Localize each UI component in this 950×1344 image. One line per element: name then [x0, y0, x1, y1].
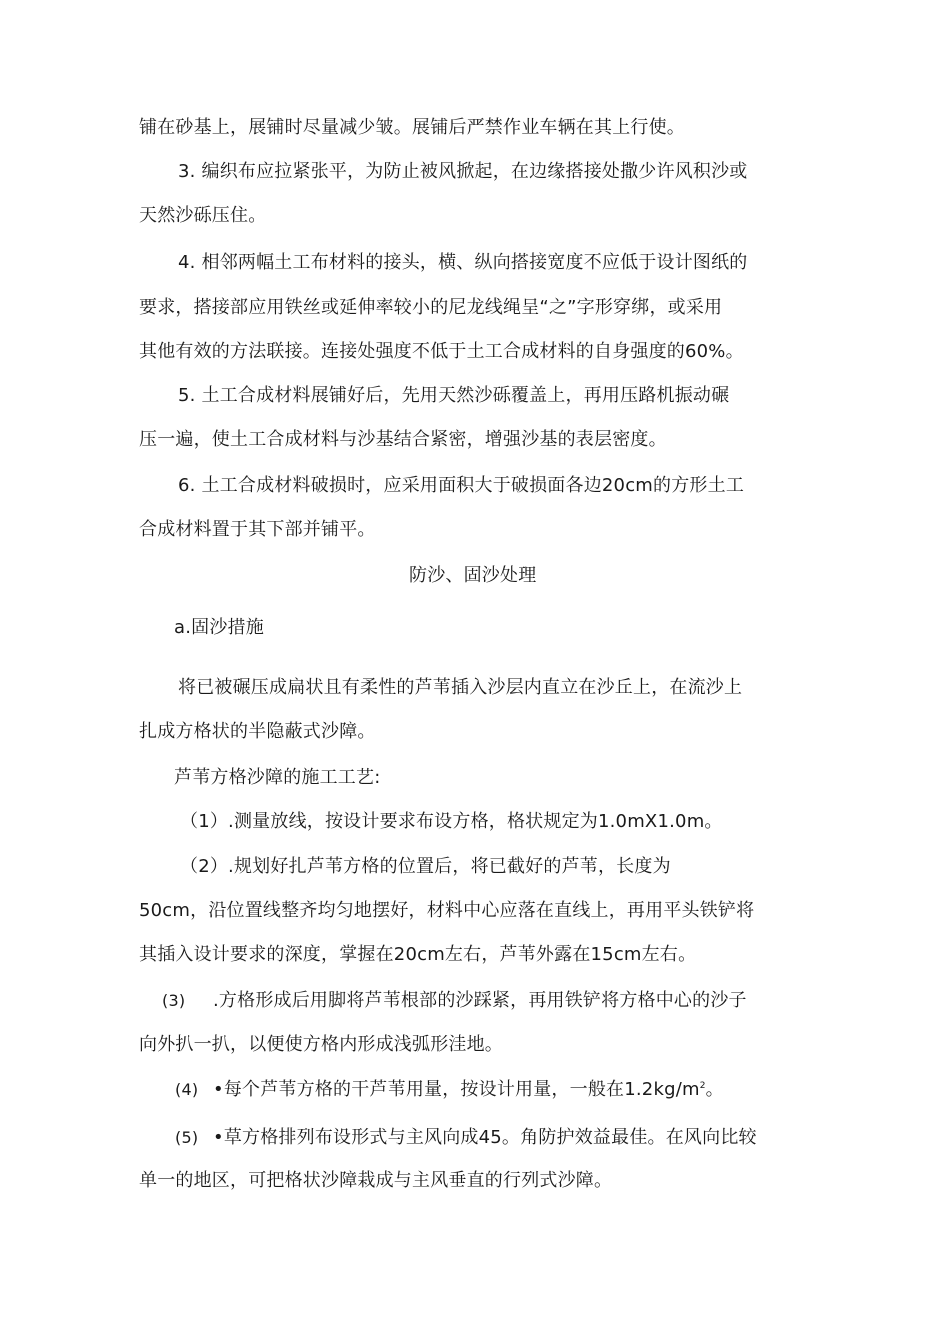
text-line: 天然沙砾压住。	[139, 205, 267, 226]
text-segment: 。	[705, 1079, 724, 1100]
text-line: 其插入设计要求的深度，掌握在20cm左右，芦苇外露在15cm左右。	[139, 944, 697, 965]
text-line: 铺在砂基上，展铺时尽量减少皱。展铺后严禁作业车辆在其上行使。	[139, 117, 685, 138]
text-line: （1）.测量放线，按设计要求布设方格，格状规定为1.0mX1.0m。	[180, 811, 723, 832]
text-line: （2）.规划好扎芦苇方格的位置后，将已截好的芦苇，长度为	[180, 856, 671, 877]
text-segment: •每个芦苇方格的干芦苇用量，按设计用量，一般在1.2kg/m	[213, 1079, 700, 1100]
text-line: .方格形成后用脚将芦苇根部的沙踩紧，再用铁铲将方格中心的沙子	[213, 990, 747, 1011]
text-line: 3. 编织布应拉紧张平，为防止被风掀起，在边缘搭接处撒少许风积沙或	[178, 161, 748, 182]
text-line: 4. 相邻两幅土工布材料的接头，横、纵向搭接宽度不应低于设计图纸的	[178, 252, 748, 273]
text-line: 合成材料置于其下部并铺平。	[139, 519, 376, 540]
text-line: 压一遍，使土工合成材料与沙基结合紧密，增强沙基的表层密度。	[139, 429, 667, 450]
text-line-with-superscript	[213, 1077, 724, 1103]
text-line: •草方格排列布设形式与主风向成45。角防护效益最佳。在风向比较	[213, 1127, 757, 1148]
text-line: 50cm，沿位置线整齐均匀地摆好，材料中心应落在直线上，再用平头铁铲将	[139, 900, 755, 921]
subsection-heading: a.固沙措施	[174, 617, 264, 638]
text-line: 向外扒一扒，以便使方格内形成浅弧形洼地。	[139, 1034, 503, 1055]
text-line: 单一的地区，可把格状沙障栽成与主风垂直的行列式沙障。	[139, 1170, 613, 1191]
list-marker: (4)	[175, 1080, 199, 1099]
list-marker: (3)	[162, 991, 186, 1010]
text-line: 芦苇方格沙障的施工工艺:	[174, 767, 381, 788]
text-line: 5. 土工合成材料展铺好后，先用天然沙砾覆盖上，再用压路机振动碾	[178, 385, 730, 406]
superscript: 2	[699, 1081, 706, 1091]
text-line: 其他有效的方法联接。连接处强度不低于土工合成材料的自身强度的60%。	[139, 341, 744, 362]
list-marker: (5)	[175, 1128, 199, 1147]
text-line: 6. 土工合成材料破损时，应采用面积大于破损面各边20cm的方形土工	[178, 475, 745, 496]
section-heading: 防沙、固沙处理	[409, 565, 537, 586]
text-line: 将已被碾压成扁状且有柔性的芦苇插入沙层内直立在沙丘上，在流沙上	[178, 677, 743, 698]
text-line: 扎成方格状的半隐蔽式沙障。	[139, 721, 376, 742]
text-line: 要求，搭接部应用铁丝或延伸率较小的尼龙线绳呈“之”字形穿绑，或采用	[139, 297, 723, 318]
